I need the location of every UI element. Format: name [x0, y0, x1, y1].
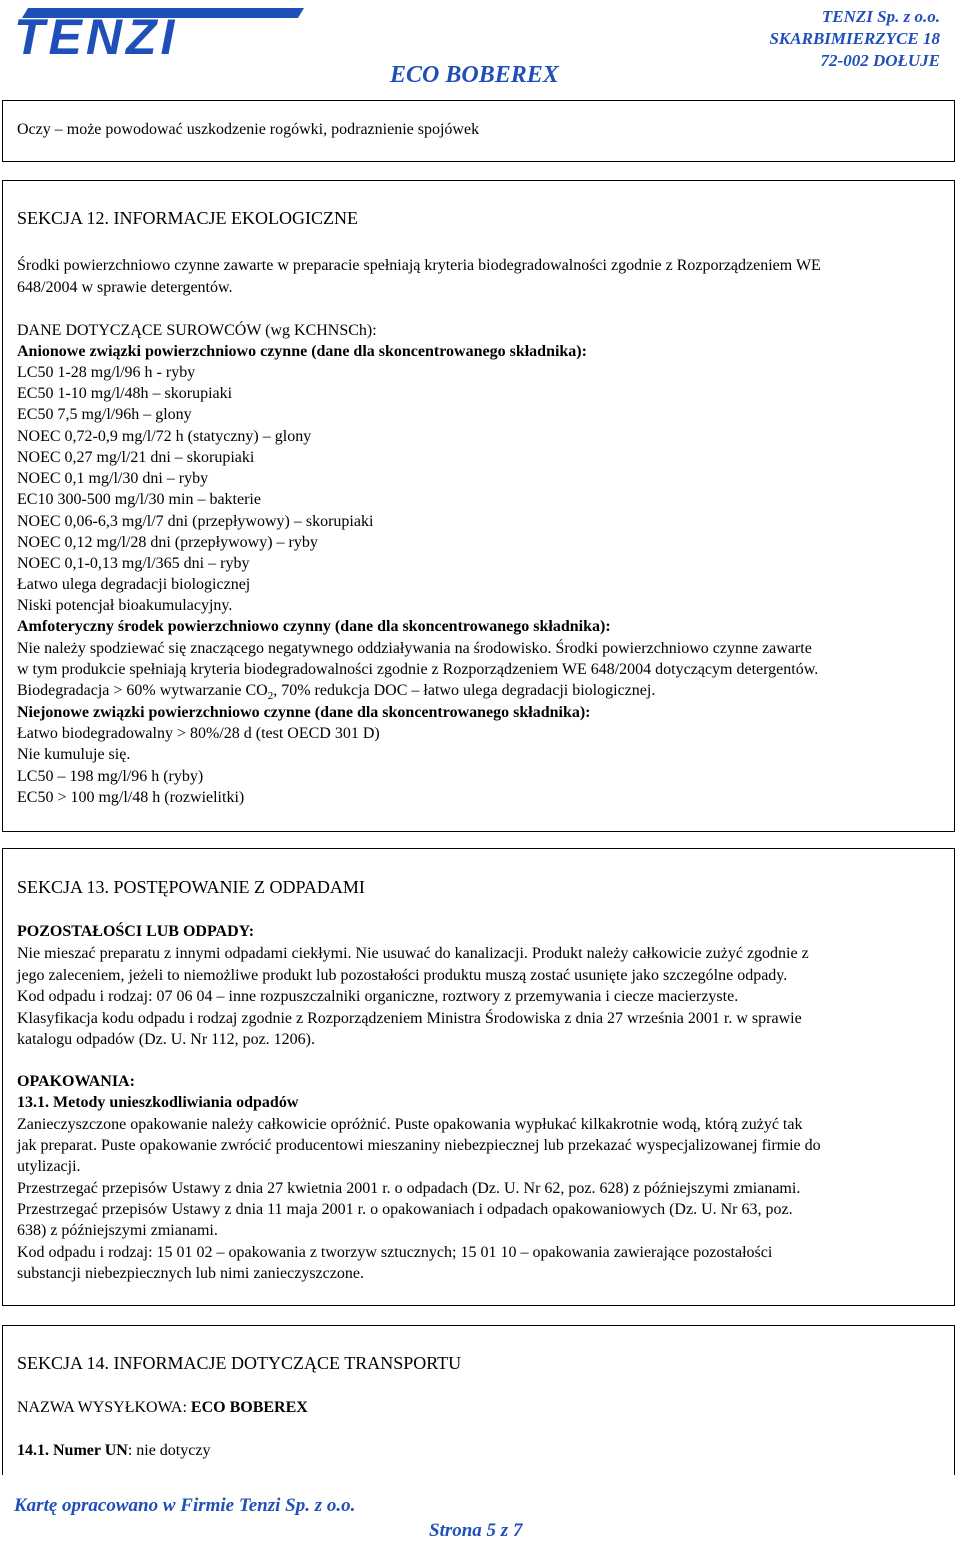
section-13 — [2, 848, 955, 1306]
anionic-item: LC50 1-28 mg/l/96 h - ryby — [17, 364, 196, 381]
residues-text-5: katalogu odpadów (Dz. U. Nr 112, poz. 1206). — [17, 1031, 316, 1048]
raw-materials-heading: DANE DOTYCZĄCE SUROWCÓW (wg KCHNSCh): — [17, 322, 377, 339]
eyes-effect: Oczy – może powodować uszkodzenie rogówki, podraznienie spojówek — [17, 121, 480, 138]
shipping-name-value: ECO BOBEREX — [190, 1399, 308, 1416]
packaging-text-1: Zanieczyszczone opakowanie należy całkowicie opróżnić. Puste opakowania wypłukać kilkakrotnie wodą, którą zużyć tak — [17, 1116, 803, 1133]
anionic-item: NOEC 0,06-6,3 mg/l/7 dni (przepływowy) – skorupiaki — [17, 513, 374, 530]
nonionic-item: Nie kumuluje się. — [17, 746, 131, 763]
anionic-heading: Anionowe związki powierzchniowo czynne (dane dla skoncentrowanego składnika): — [17, 343, 587, 360]
un-number-value: : nie dotyczy — [127, 1442, 211, 1459]
co2-subscript: 2 — [267, 690, 274, 703]
anionic-item: NOEC 0,1-0,13 mg/l/365 dni – ryby — [17, 555, 250, 572]
un-number-row — [17, 1440, 210, 1461]
product-name: ECO BOBEREX — [390, 62, 559, 88]
tenzi-logo — [6, 4, 306, 56]
un-number-label: 14.1. Numer UN — [17, 1442, 128, 1459]
residues-text-1: Nie mieszać preparatu z innymi odpadami ciekłymi. Nie usuwać do kanalizacji. Produkt należy całkowicie zużyć zgodnie z — [17, 945, 809, 962]
packaging-text-3: utylizacji. — [17, 1158, 81, 1175]
svg-text:TENZI: TENZI — [14, 9, 179, 56]
packaging-text-8: substancji niebezpiecznych lub nimi zanieczyszczone. — [17, 1265, 364, 1282]
nonionic-item: LC50 – 198 mg/l/96 h (ryby) — [17, 768, 204, 785]
section-13-title — [17, 877, 365, 898]
footer-page-number: Strona 5 z 7 — [429, 1520, 523, 1541]
footer-prepared-by: Kartę opracowano w Firmie Tenzi Sp. z o.o. — [14, 1495, 356, 1516]
anionic-item: NOEC 0,72-0,9 mg/l/72 h (statyczny) – glony — [17, 428, 312, 445]
amphoteric-text-3b: , 70% redukcja DOC – łatwo ulega degradacji biologicznej. — [273, 682, 656, 699]
amphoteric-text-2: w tym produkcie spełniają kryteria biodegradowalności zgodnie z Rozporządzeniem WE 648/2004 dotyczącym detergentów. — [17, 661, 819, 678]
nonionic-heading: Niejonowe związki powierzchniowo czynne (dane dla skoncentrowanego składnika): — [17, 704, 591, 721]
nonionic-item: EC50 > 100 mg/l/48 h (rozwielitki) — [17, 789, 245, 806]
residues-text-4: Klasyfikacja kodu odpadu i rodzaj zgodnie z Rozporządzeniem Ministra Środowiska z dnia 27 września 2001 r. w sprawie — [17, 1010, 802, 1027]
amphoteric-heading: Amfoteryczny środek powierzchniowo czynny (dane dla skoncentrowanego składnika): — [17, 618, 611, 635]
eco-intro-1: Środki powierzchniowo czynne zawarte w preparacie spełniają kryteria biodegradowalności zgodnie z Rozporządzeniem WE — [17, 257, 821, 274]
company-street: SKARBIMIERZYCE 18 — [769, 29, 940, 48]
amphoteric-text-3a: Biodegradacja > 60% wytwarzanie CO — [17, 682, 268, 699]
nonionic-item: Łatwo biodegradowalny > 80%/28 d (test OECD 301 D) — [17, 725, 380, 742]
anionic-item: NOEC 0,12 mg/l/28 dni (przepływowy) – ryby — [17, 534, 318, 551]
document-header — [0, 0, 960, 92]
amphoteric-text-1: Nie należy spodziewać się znaczącego negatywnego oddziaływania na środowisko. Środki powierzchniowo czynne zawarte — [17, 640, 812, 657]
anionic-item: EC10 300-500 mg/l/30 min – bakterie — [17, 491, 261, 508]
company-info — [769, 6, 940, 72]
eco-intro-2: 648/2004 w sprawie detergentów. — [17, 279, 233, 296]
section-12-title: SEKCJA 12. INFORMACJE EKOLOGICZNE — [17, 208, 359, 228]
residues-heading-text: POZOSTAŁOŚCI LUB ODPADY: — [17, 923, 255, 940]
company-name: TENZI Sp. z o.o. — [821, 7, 940, 26]
anionic-item: EC50 7,5 mg/l/96h – glony — [17, 406, 192, 423]
anionic-item: NOEC 0,27 mg/l/21 dni – skorupiaki — [17, 449, 255, 466]
packaging-heading: OPAKOWANIA: — [17, 1073, 135, 1090]
section-11-tail — [2, 100, 955, 162]
anionic-item: Łatwo ulega degradacji biologicznej — [17, 576, 251, 593]
company-city: 72-002 DOŁUJE — [820, 51, 940, 70]
packaging-text-5: Przestrzegać przepisów Ustawy z dnia 11 maja 2001 r. o opakowaniach i odpadach opakowaniowych (Dz. U. Nr 63, poz. — [17, 1201, 793, 1218]
section-12 — [2, 180, 955, 832]
section-14 — [2, 1325, 955, 1475]
residues-text-2: jego zaleceniem, jeżeli to niemożliwe produkt lub pozostałości produktu muszą zostać usunięte jako szczególne odpady. — [17, 967, 788, 984]
shipping-name-label: NAZWA WYSYŁKOWA: — [17, 1399, 187, 1416]
anionic-item: EC50 1-10 mg/l/48h – skorupiaki — [17, 385, 233, 402]
residues-heading — [17, 921, 254, 942]
anionic-item: Niski potencjał bioakumulacyjny. — [17, 597, 233, 614]
disposal-methods-heading: 13.1. Metody unieszkodliwiania odpadów — [17, 1094, 299, 1111]
section-14-title: SEKCJA 14. INFORMACJE DOTYCZĄCE TRANSPORTU — [17, 1353, 462, 1373]
residues-text-3: Kod odpadu i rodzaj: 07 06 04 – inne rozpuszczalniki organiczne, roztwory z przemywania i ciecze macierzyste. — [17, 988, 739, 1005]
anionic-item: NOEC 0,1 mg/l/30 dni – ryby — [17, 470, 209, 487]
shipping-name-row — [17, 1397, 308, 1418]
packaging-text-4: Przestrzegać przepisów Ustawy z dnia 27 kwietnia 2001 r. o odpadach (Dz. U. Nr 62, poz. 628) z późniejszymi zmianami. — [17, 1180, 801, 1197]
packaging-text-6: 638) z późniejszymi zmianami. — [17, 1222, 218, 1239]
packaging-text-7: Kod odpadu i rodzaj: 15 01 02 – opakowania z tworzyw sztucznych; 15 01 10 – opakowania zawierające pozostałości — [17, 1244, 773, 1261]
section-13-title-text: SEKCJA 13. POSTĘPOWANIE Z ODPADAMI — [17, 877, 365, 897]
packaging-text-2: jak preparat. Puste opakowanie zwrócić producentowi mieszaniny niebezpiecznej lub przekazać wyspecjalizowanej firmie do — [17, 1137, 821, 1154]
